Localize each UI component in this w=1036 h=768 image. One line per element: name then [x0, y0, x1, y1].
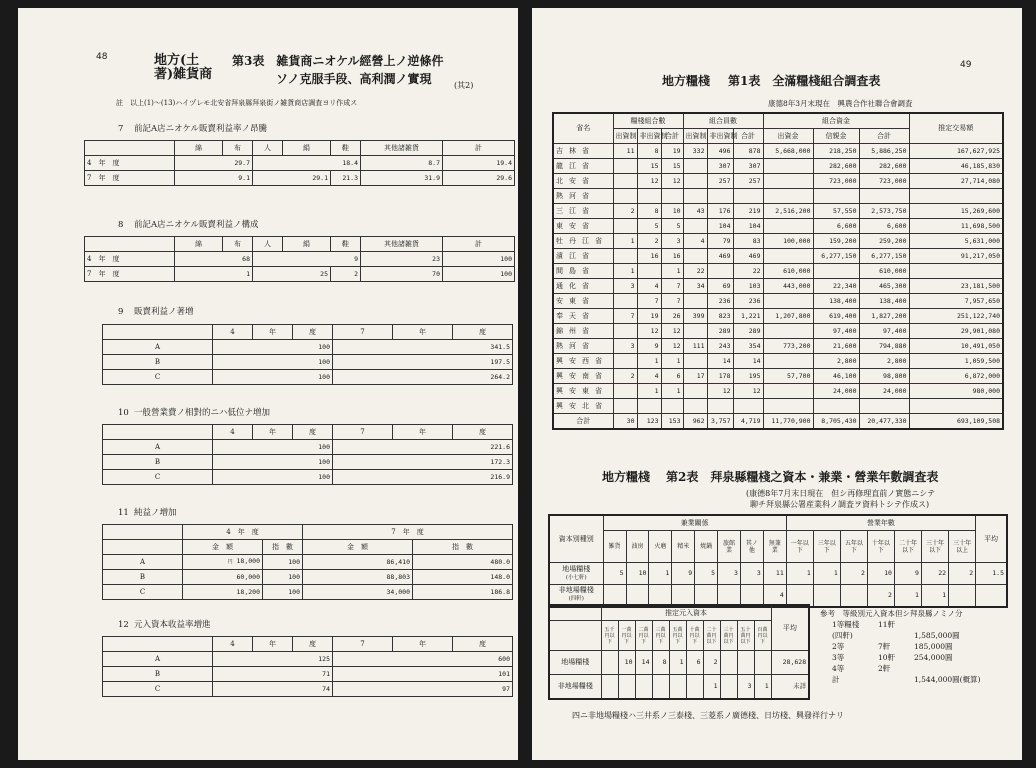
left-page — [18, 8, 518, 760]
table-row: 7 年 度 1 25 2 70 100 — [85, 267, 515, 282]
table-row: C 100 264.2 — [103, 370, 513, 385]
table-row: B 71 101 — [103, 667, 513, 682]
table-row: 濱江省 16 16 469 469 6,277,150 6,277,150 91,217,050 — [553, 249, 1003, 264]
table-row: C 18,200 100 34,000 186.8 — [103, 585, 513, 600]
table-row: 4 年 度 68 9 23 100 — [85, 252, 515, 267]
table-row: 安東省 7 7 236 236 138,400 138,400 7,957,650 — [553, 294, 1003, 309]
right-page — [532, 8, 1022, 760]
footnote: 四ニ非地場糧棧ハ三井系ノ三泰棧、三菱系ノ廣德棧、日坊棧、興發祥行ナリ — [572, 711, 844, 720]
table-title: 第3表 雑貨商ニオケル經營上ノ逆條件 — [232, 54, 444, 68]
table1: 省名 糧棧組合數 組合員數 組合資金 推定交易額 出資制 非出資制 合計 出資制 非出資制 合計 出資金 信親金 合計 吉林省 11 8 19 332 496 878 5,668,000 218,250 5,886,250 167,627,925 龍江省 15 15 307 307 282,600 282,600 46,185,830 北安省 12 12 257 257 723,000 723,000 27,714,080 熱河省 三江省 2 8 10 43 176 219 2,516,200 57,550 2,573,750 15,269,600 東安省 5 5 104 104 6,600 6,600 11,698,500 牡丹江省 1 2 3 4 79 83 100,000 159,200 259,200 5,631,000 濱江省 16 16 469 469 6,277,150 6,277,150 91,217,050 間島省 1 1 22 22 610,000 610,000 通化省 3 4 7 34 69 103 443,000 22,340 465,300 23,181,500 安東省 7 7 236 236 138,400 138,400 7,957,650 奉天省 7 19 26 399 823 1,221 1,207,800 619,400 1,827,200 251,122,740 錦州省 12 12 289 289 97,400 97,400 29,901,080 熱河省 3 9 12 111 243 354 773,200 21,600 794,880 10,491,050 興安西省 1 1 14 14 2,800 2,800 1,059,500 興安南省 2 4 6 17 178 195 57,700 46,100 98,800 6,872,000 興安東省 1 1 12 12 24,000 24,000 980,000 興安北省 合計 30 123 153 962 3,757 4,719 11,770,900 8,705,430 20,477,330 693,109,508 — [552, 112, 1004, 430]
section-11-title: 11 純益ノ増加 — [118, 508, 177, 518]
table-row: 三江省 2 8 10 43 176 219 2,516,200 57,550 2,573,750 15,269,600 — [553, 204, 1003, 219]
table1-note: 康德8年3月末現在 興農合作社聯合會調査 — [768, 99, 913, 108]
section-12-table: 4 年 度 7 年 度 A 125 600 B 71 101 C 74 97 — [102, 636, 513, 697]
table-subtitle: ソノ克服手段、高利潤ノ實現 — [276, 72, 432, 86]
page-number: 48 — [96, 52, 108, 62]
table-row: A 125 600 — [103, 652, 513, 667]
table-row: 熱河省 3 9 12 111 243 354 773,200 21,600 794,880 10,491,050 — [553, 339, 1003, 354]
table-row: A 100 341.5 — [103, 340, 513, 355]
table3: 推定元入資本 平均 五千円以下 一萬円以下 二萬円以下 三萬円以下 五萬円以下 十萬円以下 二十萬円以下 三十萬円以下 五十萬円以下 百萬円以下 地場糧棧 10 14 8 1 6 2 28,628 非地場糧棧 1 3 1 未詳 — [548, 604, 810, 700]
section-12-title: 12 元入資本收益率増進 — [118, 620, 211, 630]
section-8-title: 8 前記A店ニオケル販賣利益ノ構成 — [118, 220, 259, 230]
table-row: 4 年 度 29.7 18.4 8.7 19.4 — [85, 156, 515, 171]
reference-legend: 參考 等級別元入資本但シ拜泉縣ノミノ分 1等糧棧 11軒 (四軒) 1,585,000圓 2等 7軒 185,000圓 3等 10軒 254,000圓 4等 2軒 計 1,544,000圓(概算) — [820, 609, 981, 684]
legend-item: 3等 10軒 254,000圓 — [832, 653, 953, 662]
table-row: 非地場糧棧 1 3 1 未詳 — [549, 675, 809, 699]
section-11-table: 4 年 度 7 年 度 金 額 指 數 金 額 指 數 A 円 18,000 100 86,410 480.0 B 60,000 100 88,803 148.0 C 18,200 100 34,000 186.8 — [102, 524, 513, 600]
table-row: 龍江省 15 15 307 307 282,600 282,600 46,185,830 — [553, 159, 1003, 174]
table-row: 非地場糧棧 (四軒) 4 2 1 1 — [549, 585, 1007, 607]
table-row: 興安東省 1 1 12 12 24,000 24,000 980,000 — [553, 384, 1003, 399]
section-10-table: 4 年 度 7 年 度 A 100 221.6 B 100 172.3 C 100 216.9 — [102, 424, 513, 485]
table-row: B 100 197.5 — [103, 355, 513, 370]
section-9-table: 4 年 度 7 年 度 A 100 341.5 B 100 197.5 C 100 264.2 — [102, 324, 513, 385]
table-continuation: (其2) — [454, 81, 474, 90]
table-row: 地場糧棧 (小七軒) 5 10 1 9 5 3 3 11 1 1 2 10 9 22 2 1.5 — [549, 563, 1007, 585]
table-row: 北安省 12 12 257 257 723,000 723,000 27,714,080 — [553, 174, 1003, 189]
section-7-table: 綿 布 人 絹 鞋 其他諸雑貨 計 4 年 度 29.7 18.4 8.7 19.4 7 年 度 9.1 29.1 21.3 31.9 29.6 — [84, 140, 515, 186]
table1-title: 第1表 全滿糧棧組合調査表 — [728, 74, 881, 88]
table-row: 奉天省 7 19 26 399 823 1,221 1,207,800 619,400 1,827,200 251,122,740 — [553, 309, 1003, 324]
table2-title: 第2表 拜泉縣糧棧之資本・兼業・營業年數調査表 — [666, 470, 939, 484]
table1-tag: 地方糧棧 — [662, 74, 711, 88]
table-row: 合計 30 123 153 962 3,757 4,719 11,770,900 8,705,430 20,477,330 693,109,508 — [553, 414, 1003, 430]
table-row: 興安西省 1 1 14 14 2,800 2,800 1,059,500 — [553, 354, 1003, 369]
table-row: B 100 172.3 — [103, 455, 513, 470]
legend-item: 計 1,544,000圓(概算) — [832, 675, 981, 684]
section-10-title: 10 一般營業費ノ相對的ニハ低位ナ増加 — [118, 408, 271, 418]
table-row: B 60,000 100 88,803 148.0 — [103, 570, 513, 585]
legend-item: (四軒) 1,585,000圓 — [832, 631, 960, 640]
table2: 資本別種別 兼業關係 營業年數 平均 雑貨 油房 火磨 精米 焼鍋 旅館業 其ノ他 無兼業 一年以下 三年以下 五年以下 十年以下 二十年以下 三十年以下 三十年以上 地場糧棧 (小七軒) 5 10 1 9 5 3 3 11 1 1 2 10 9 22 2 1.5 非地場糧棧 (四軒) 4 2 1 1 — [548, 514, 1008, 608]
table-row: 7 年 度 9.1 29.1 21.3 31.9 29.6 — [85, 171, 515, 186]
table-row: 興安南省 2 4 6 17 178 195 57,700 46,100 98,800 6,872,000 — [553, 369, 1003, 384]
table-row: 牡丹江省 1 2 3 4 79 83 100,000 159,200 259,200 5,631,000 — [553, 234, 1003, 249]
title-tag: 地方(土著)雑貨商 — [154, 53, 213, 82]
table-row: 地場糧棧 10 14 8 1 6 2 28,628 — [549, 651, 809, 675]
table-row: 錦州省 12 12 289 289 97,400 97,400 29,901,080 — [553, 324, 1003, 339]
table-row: C 100 216.9 — [103, 470, 513, 485]
table-note: 註 以上(1)～(13)ハイヅレモ北安省拜泉縣拜泉街ノ雑貨商店調査ヨリ作成ス — [116, 99, 358, 107]
legend-item: 2等 7軒 185,000圓 — [832, 642, 953, 651]
legend-item: 4等 2軒 — [832, 664, 891, 673]
table-row: C 74 97 — [103, 682, 513, 697]
section-7-title: 7 前記A店ニオケル販賣利益率ノ昂騰 — [118, 124, 268, 134]
table-row: 通化省 3 4 7 34 69 103 443,000 22,340 465,300 23,181,500 — [553, 279, 1003, 294]
section-9-title: 9 販賣利益ノ著増 — [118, 307, 194, 317]
table-row: 興安北省 — [553, 399, 1003, 414]
page-number: 49 — [960, 60, 972, 70]
legend-item: 1等糧棧 11軒 — [832, 620, 896, 629]
table-row: 熱河省 — [553, 189, 1003, 204]
table2-tag: 地方糧棧 — [602, 470, 651, 484]
table2-note-2: 聊チ拜泉縣公署産業科ノ調査ヲ資料トシテ作成ス) — [750, 500, 930, 509]
table-row: 間島省 1 1 22 22 610,000 610,000 — [553, 264, 1003, 279]
table-row: 東安省 5 5 104 104 6,600 6,600 11,698,500 — [553, 219, 1003, 234]
table-row: 吉林省 11 8 19 332 496 878 5,668,000 218,250 5,886,250 167,627,925 — [553, 144, 1003, 159]
table-row: A 100 221.6 — [103, 440, 513, 455]
section-8-table: 綿 布 人 絹 鞋 其他諸雑貨 計 4 年 度 68 9 23 100 7 年 度 1 25 2 70 100 — [84, 236, 515, 282]
table2-note-1: (康德8年7月末日現在 但シ再修理直前ノ實態ニシテ — [746, 489, 936, 498]
table-row: A 円 18,000 100 86,410 480.0 — [103, 555, 513, 570]
